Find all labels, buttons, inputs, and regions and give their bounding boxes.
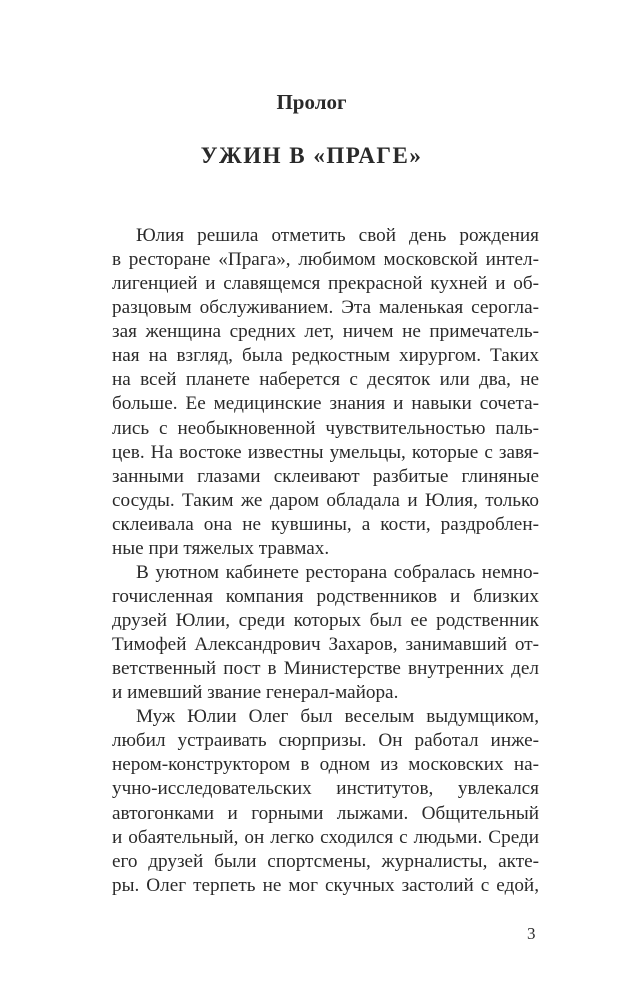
text-line: любил устраивать сюрпризы. Он работал инже-: [112, 730, 539, 752]
text-line: на всей планете наберется с десяток или два, не: [112, 369, 539, 391]
text-line: друзей Юлии, среди которых был ее родственник: [112, 610, 539, 631]
text-line: больше. Ее медицинские знания и навыки сочета-: [112, 393, 539, 415]
paragraph: [112, 224, 539, 561]
text-line: цев. На востоке известны умельцы, которые с завя-: [112, 441, 539, 463]
text-line: ные при тяжелых травмах.: [112, 537, 330, 559]
text-line: ная на взгляд, была редкостным хирургом. Таких: [112, 345, 539, 367]
chapter-label: Пролог: [276, 90, 347, 114]
text-line: гочисленная компания родственников и близких: [112, 585, 539, 607]
body-text: [112, 224, 539, 898]
text-line: занными глазами склеивают разбитые глиняные: [112, 465, 539, 487]
text-line: ветственный пост в Министерстве внутренних дел: [112, 658, 539, 680]
text-line: учно-исследовательских институтов, увлекался: [112, 778, 539, 800]
text-line: автогонками и горными лыжами. Общительный: [112, 802, 539, 824]
text-line: лись с необыкновенной чувствительностью паль-: [112, 417, 539, 439]
text-line: лигенцией и славящемся прекрасной кухней и об-: [112, 273, 539, 295]
text-line: ры. Олег терпеть не мог скучных застолий с едой,: [112, 874, 539, 896]
text-line: В уютном кабинете ресторана собралась немно-: [136, 561, 539, 583]
text-line: в ресторане «Прага», любимом московской интел-: [112, 249, 539, 271]
text-line: зая женщина средних лет, ничем не примечатель-: [112, 321, 539, 343]
text-line: Юлия решила отметить свой день рождения: [136, 225, 539, 246]
text-line: нером-конструктором в одном из московских на-: [112, 754, 539, 776]
text-line: сосуды. Таким же даром обладала и Юлия, только: [112, 489, 539, 511]
text-line: его друзей были спортсмены, журналисты, акте-: [112, 850, 539, 872]
text-line: и имевший звание генерал-майора.: [112, 682, 399, 704]
text-line: склеивала она не кувшины, а кости, раздроблен-: [112, 513, 539, 535]
chapter-title: УЖИН В «ПРАГЕ»: [200, 143, 423, 168]
text-line: и обаятельный, он легко сходился с людьми. Среди: [112, 826, 539, 848]
text-line: Муж Юлии Олег был веселым выдумщиком,: [136, 706, 539, 728]
paragraph: [112, 561, 539, 705]
text-line: Тимофей Александрович Захаров, занимавший от-: [112, 634, 539, 656]
text-line: разцовым обслуживанием. Эта маленькая серогла-: [112, 297, 539, 319]
paragraph: [112, 705, 539, 898]
page-number: 3: [527, 924, 536, 943]
